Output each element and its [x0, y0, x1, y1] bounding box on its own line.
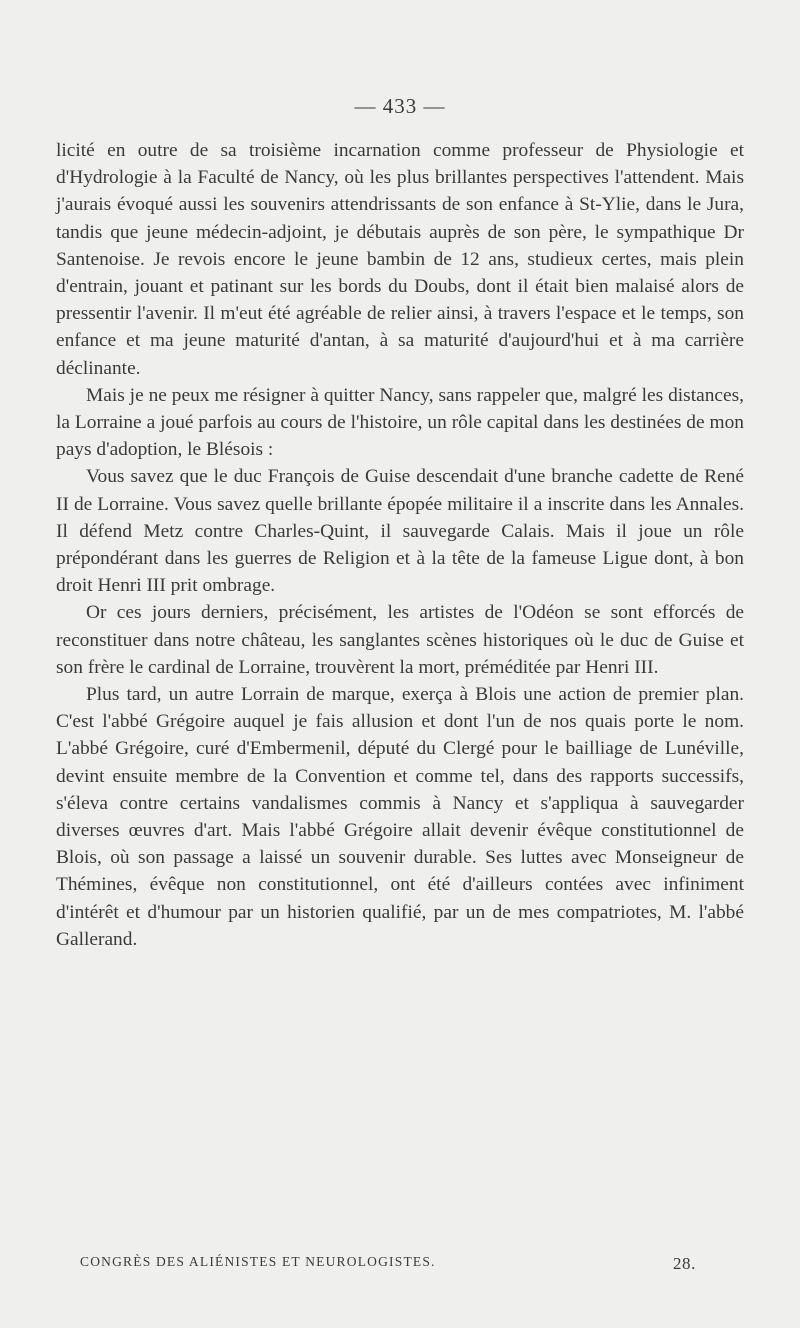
paragraph-1: licité en outre de sa troisième incarnation comme professeur de Physiologie et d'Hydrologie à la Faculté de Nancy, où les plus brillantes perspectives l'attendent. Mais j'aurais évoqué aussi les souvenirs attendrissants de son enfance à St-Ylie, dans le Jura, tandis que jeune médecin-adjoint, je débutais auprès de son père, le sympathique Dr Santenoise. Je revois encore le jeune bambin de 12 ans, studieux certes, mais plein d'entrain, jouant et patinant sur les bords du Doubs, dont il était bien malaisé alors de pressentir l'avenir. Il m'eut été agréable de relier ainsi, à travers l'espace et le temps, son enfance et ma jeune maturité d'antan, à sa maturité d'aujourd'hui et à ma carrière déclinante.	[56, 140, 744, 379]
page-number: — 433 —	[354, 94, 446, 118]
paragraph-3: Vous savez que le duc François de Guise descendait d'une branche cadette de René II de Lorraine. Vous savez quelle brillante épopée militaire il a inscrite dans les Annales. Il défend Metz contre Charles-Quint, il sauvegarde Calais. Mais il joue un rôle prépondérant dans les guerres de Religion et à la tête de la fameuse Ligue dont, à bon droit Henri III prit ombrage.	[56, 466, 744, 597]
footer-sheet-number: 28.	[672, 1254, 696, 1273]
paragraph-2: Mais je ne peux me résigner à quitter Nancy, sans rappeler que, malgré les distances, la Lorraine a joué parfois au cours de l'histoire, un rôle capital dans les destinées de mon pays d'adoption, le Blésois :	[56, 384, 744, 461]
footer-signature: CONGRÈS DES ALIÉNISTES ET NEUROLOGISTES.	[80, 1254, 436, 1269]
paragraph-5: Plus tard, un autre Lorrain de marque, exerça à Blois une action de premier plan. C'est l'abbé Grégoire auquel je fais allusion et dont l'un de nos quais porte le nom. L'abbé Grégoire, curé d'Embermenil, député du Clergé pour le bailliage de Lunéville, devint ensuite membre de la Convention et comme tel, dans des rapports successifs, s'éleva contre certains vandalismes commis à Nancy et s'appliqua à sauvegarder diverses œuvres d'art. Mais l'abbé Grégoire allait devenir évêque constitutionnel de Blois, où son passage a laissé un souvenir durable. Ses luttes avec Monseigneur de Thémines, évêque non constitutionnel, ont été d'ailleurs contées avec infiniment d'intérêt et d'humour par un historien qualifié, par un de mes compatriotes, M. l'abbé Gallerand.	[56, 684, 744, 950]
book-page	[56, 0, 744, 1328]
body-text	[56, 137, 744, 953]
paragraph-4: Or ces jours derniers, précisément, les artistes de l'Odéon se sont efforcés de reconstituer dans notre château, les sanglantes scènes historiques où le duc de Guise et son frère le cardinal de Lorraine, trouvèrent la mort, préméditée par Henri III.	[56, 602, 744, 678]
